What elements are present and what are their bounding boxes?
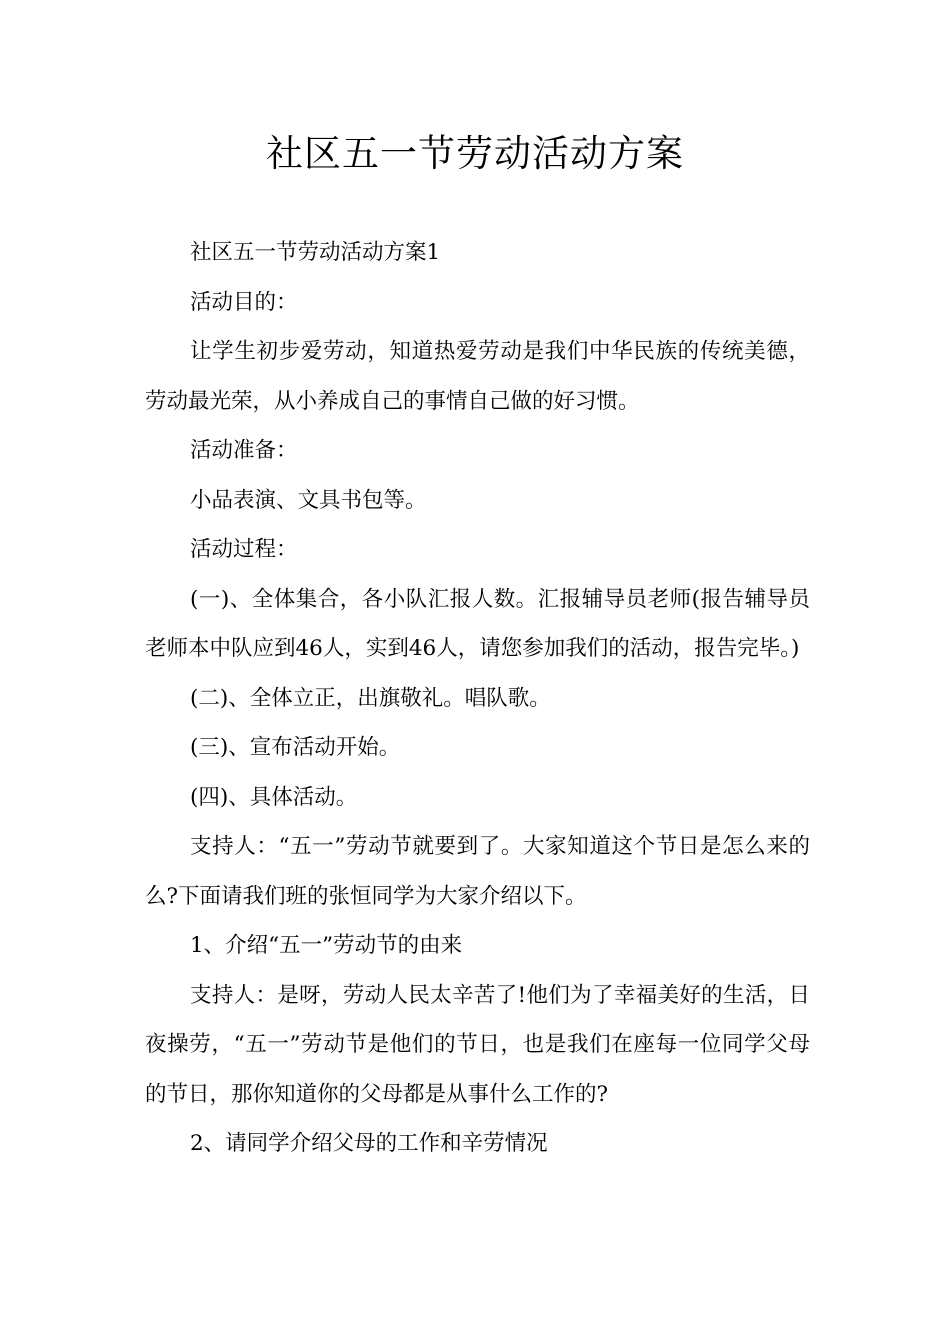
paragraph-step-3: (三)、宣布活动开始。 xyxy=(190,735,401,760)
document-body xyxy=(145,228,810,1169)
section-heading: 社区五一节劳动活动方案1 xyxy=(190,240,441,265)
paragraph-purpose-text: 让学生初步爱劳动，知道热爱劳动是我们中华民族的传统美德，劳动最光荣，从小养成自己的事情自己做的好习惯。 xyxy=(145,339,810,414)
paragraph-preparation-text: 小品表演、文具书包等。 xyxy=(190,487,427,513)
paragraph-preparation-label: 活动准备： xyxy=(190,438,298,463)
document-title: 社区五一节劳动活动方案 xyxy=(266,132,684,175)
paragraph-step-1: (一)、全体集合，各小队汇报人数。汇报辅导员老师(报告辅导员老师本中队应到46人，实到46人，请您参加我们的活动，报告完毕。) xyxy=(145,586,810,661)
paragraph-step-4: (四)、具体活动。 xyxy=(190,784,358,810)
paragraph-process-label: 活动过程： xyxy=(190,537,298,562)
paragraph-host-followup: 支持人：是呀，劳动人民太辛苦了!他们为了幸福美好的生活，日夜操劳，“五一”劳动节是他们的节日，也是我们在座每一位同学父母的节日，那你知道你的父母都是从事什么工作的? xyxy=(145,982,810,1107)
paragraph-item-2: 2、请同学介绍父母的工作和辛劳情况 xyxy=(190,1131,548,1156)
paragraph-host-intro: 支持人：“五一”劳动节就要到了。大家知道这个节日是怎么来的么?下面请我们班的张恒同学为大家介绍以下。 xyxy=(145,834,810,909)
paragraph-purpose-label: 活动目的： xyxy=(190,289,298,315)
paragraph-item-1: 1、介绍“五一”劳动节的由来 xyxy=(190,933,463,958)
paragraph-step-2: (二)、全体立正，出旗敬礼。唱队歌。 xyxy=(190,685,551,711)
